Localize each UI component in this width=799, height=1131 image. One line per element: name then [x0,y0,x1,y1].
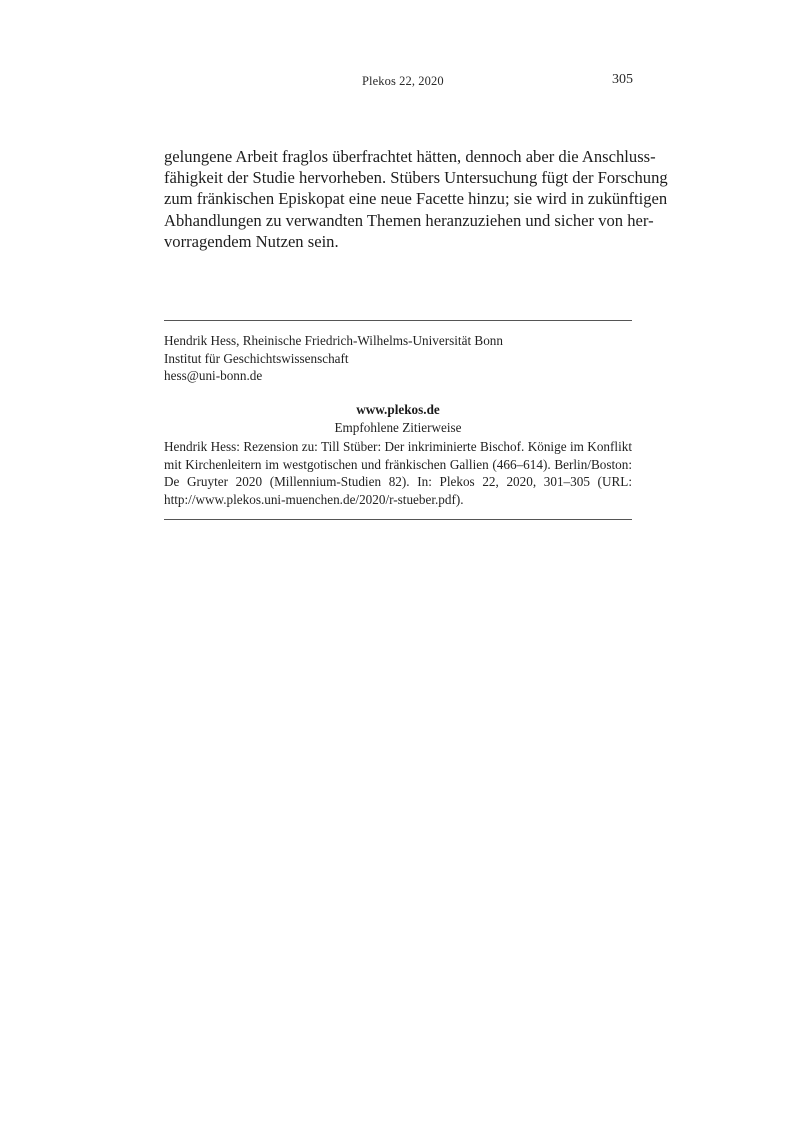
citation-line: mit Kirchenleitern im westgotischen und fränkischen Gallien (466–614). Berlin/Boston: [164,456,632,472]
citation-heading: Empfohlene Zitierweise [334,420,462,435]
citation-block [164,438,632,508]
citation-line: Hendrik Hess: Rezension zu: Till Stüber: Der inkriminierte Bischof. Könige im Konflikt [164,439,632,454]
author-institute: Institut für Geschichtswissenschaft [164,350,349,366]
running-head-title: Plekos 22, 2020 [362,74,444,88]
divider-top [164,320,632,321]
citation-url-line[interactable]: http://www.plekos.uni-muenchen.de/2020/r-stueber.pdf). [164,491,464,507]
page-number: 305 [612,72,633,87]
author-name-affiliation: Hendrik Hess, Rheinische Friedrich-Wilhelms-Universität Bonn [164,333,503,348]
site-link[interactable]: www.plekos.de [356,402,440,417]
body-paragraph [164,146,668,252]
body-line: zum fränkischen Episkopat eine neue Facette hinzu; sie wird in zukünftigen [164,189,668,209]
body-line: fähigkeit der Studie hervorheben. Stübers Untersuchung fügt der Forschung [164,168,668,188]
body-line: gelungene Arbeit fraglos überfrachtet hätten, dennoch aber die Anschluss- [164,147,656,166]
citation-line: De Gruyter 2020 (Millennium-Studien 82). In: Plekos 22, 2020, 301–305 (URL: [164,474,632,490]
divider-bottom [164,519,632,520]
body-line: Abhandlungen zu verwandten Themen heranzuziehen und sicher von her- [164,210,654,230]
body-line: vorragendem Nutzen sein. [164,231,339,251]
author-email-link[interactable]: hess@uni-bonn.de [164,368,263,384]
author-affiliation-block [164,332,632,385]
